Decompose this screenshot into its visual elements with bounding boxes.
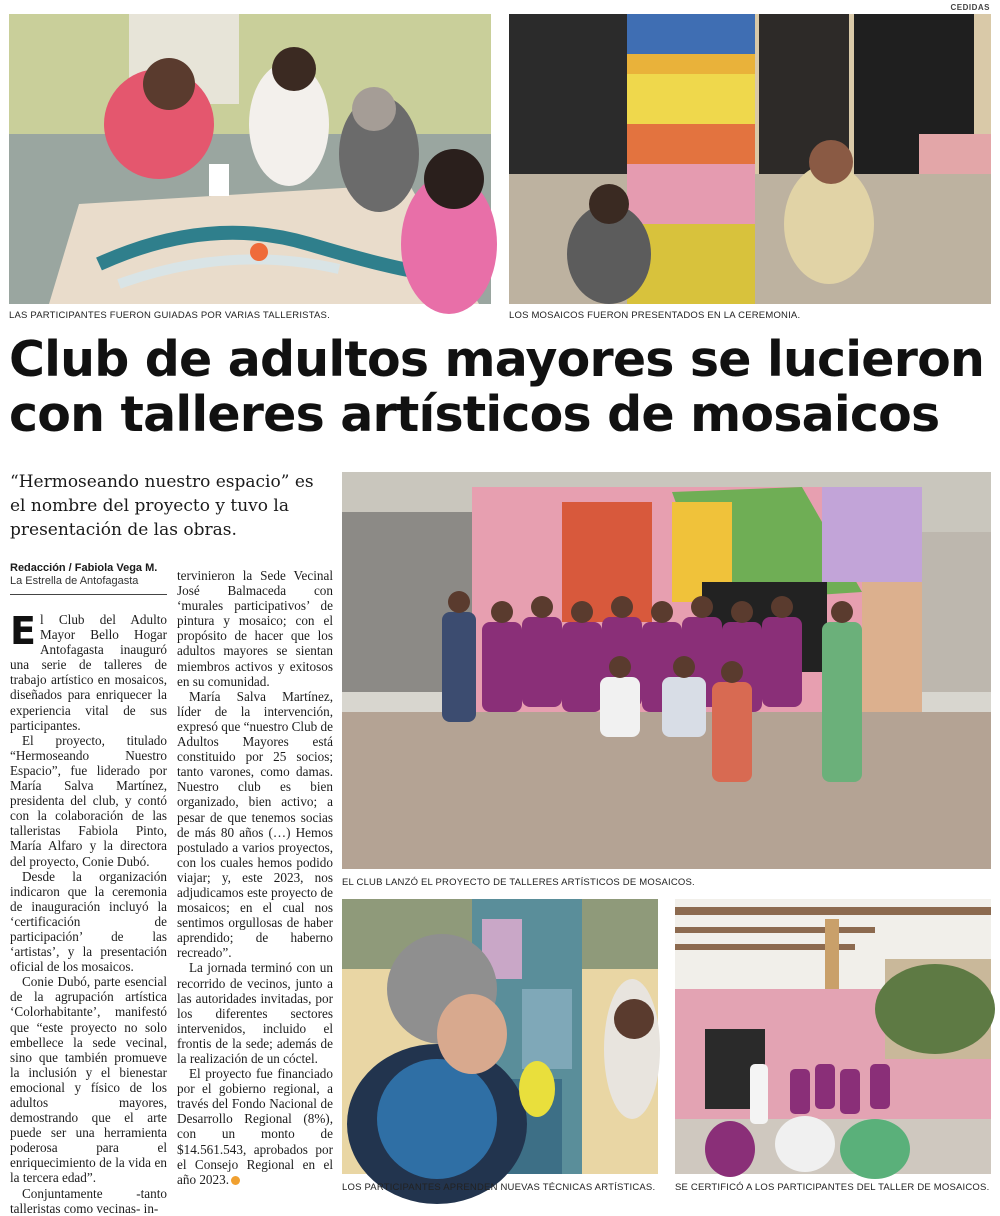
caption-photo4: LOS PARTICIPANTES APRENDEN NUEVAS TÉCNICAS ARTÍSTICAS. <box>342 1182 656 1193</box>
photo-workshop-table <box>9 14 491 304</box>
byline-author: Redacción / Fabiola Vega M. <box>10 562 158 574</box>
byline <box>10 562 170 588</box>
headline-line1: Club de adultos mayores se lucieron <box>9 331 985 388</box>
caption-photo1: LAS PARTICIPANTES FUERON GUIADAS POR VARIAS TALLERISTAS. <box>9 310 330 321</box>
column2-paragraph-1: tervinieron la Sede Vecinal José Balmaceda con ‘murales participativos’ de pintura y mosaico; con el propósito de hacer que los adultos mayores se sientan miembros activos y exitosos en su comunidad. <box>177 568 333 689</box>
section-tag: CEDIDAS <box>950 3 990 12</box>
article-column-2 <box>177 568 333 1187</box>
photo-mosaic-column <box>509 14 991 304</box>
byline-rule <box>10 594 167 595</box>
column1-paragraph-4: Conie Dubó, parte esencial de la agrupación artística ‘Colorhabitante’, manifestó que “este proyecto no solo embellece la sede vecinal, sino que también promueve la inclusión y el bienestar emocional y físico de los adultos mayores, demostrando que el arte puede ser una herramienta poderosa para el enriquecimiento de la vida en la tercera edad”. <box>10 974 167 1186</box>
column1-paragraph-2: El proyecto, titulado “Hermoseando Nuestro Espacio”, fue liderado por María Salva Martínez, presidenta del club, y contó con la colaboración de las talleristas Fabiola Pinto, María Alfaro y la directora del proyecto, Conie Dubó. <box>10 732 167 869</box>
end-mark-icon <box>231 1176 240 1185</box>
byline-outlet: La Estrella de Antofagasta <box>10 575 139 587</box>
photo-group-mural <box>342 472 991 869</box>
caption-photo3: EL CLUB LANZÓ EL PROYECTO DE TALLERES ARTÍSTICOS DE MOSAICOS. <box>342 877 695 888</box>
caption-photo2: LOS MOSAICOS FUERON PRESENTADOS EN LA CEREMONIA. <box>509 310 801 321</box>
photo-participant-technique <box>342 899 658 1174</box>
column1-paragraph-5: Conjuntamente -tanto talleristas como vecinas- in- <box>10 1185 167 1216</box>
dropcap: E <box>10 609 36 653</box>
deck: “Hermoseando nuestro espacio” es el nombre del proyecto y tuvo la presentación de las obras. <box>10 472 314 540</box>
article-column-1 <box>10 609 167 1216</box>
column2-paragraph-4: El proyecto fue financiado por el gobierno regional, a través del Fondo Nacional de Desarrollo Regional (8%), con un monto de $14.561.543, aprobados por el Consejo Regional en el año 2023. <box>177 1066 333 1187</box>
photo-certification <box>675 899 991 1174</box>
headline-line2: con talleres artísticos de mosaicos <box>9 386 940 443</box>
column2-paragraph-2: María Salva Martínez, líder de la intervención, expresó que “nuestro Club de Adultos Mayores está constituido por 25 socios; tanto varones, como damas. Nuestro club es bien organizado, bien activo; a pesar de que tenemos socias de más 80 años (…) Hemos postulado a varios proyectos, con los cuales hemos podido viajar; y, este 2023, nos adjudicamos este proyecto de mosaicos; en el cual nos sentimos orgullosas de haber aprendido; de haberno recreado”. <box>177 688 334 961</box>
column1-paragraph-3: Desde la organización indicaron que la ceremonia de inauguración incluyó la ‘certificación de participación’ de las ‘artistas’, y la presentación oficial de los mosaicos. <box>10 868 167 975</box>
column1-paragraph-1: l Club del Adulto Mayor Bello Hogar Antofagasta inauguró una serie de talleres de trabajo artístico en mosaicos, diseñados para enriquecer la experiencia vital de sus participantes. <box>10 612 167 733</box>
headline <box>9 332 989 442</box>
column2-paragraph-3: La jornada terminó con un recorrido de vecinos, junto a las autoridades invitadas, por los diferentes sectores intervenidos, incluido el frontis de la sede; además de la realización de un cóctel. <box>177 960 333 1066</box>
caption-photo5: SE CERTIFICÓ A LOS PARTICIPANTES DEL TALLER DE MOSAICOS. <box>675 1182 990 1193</box>
